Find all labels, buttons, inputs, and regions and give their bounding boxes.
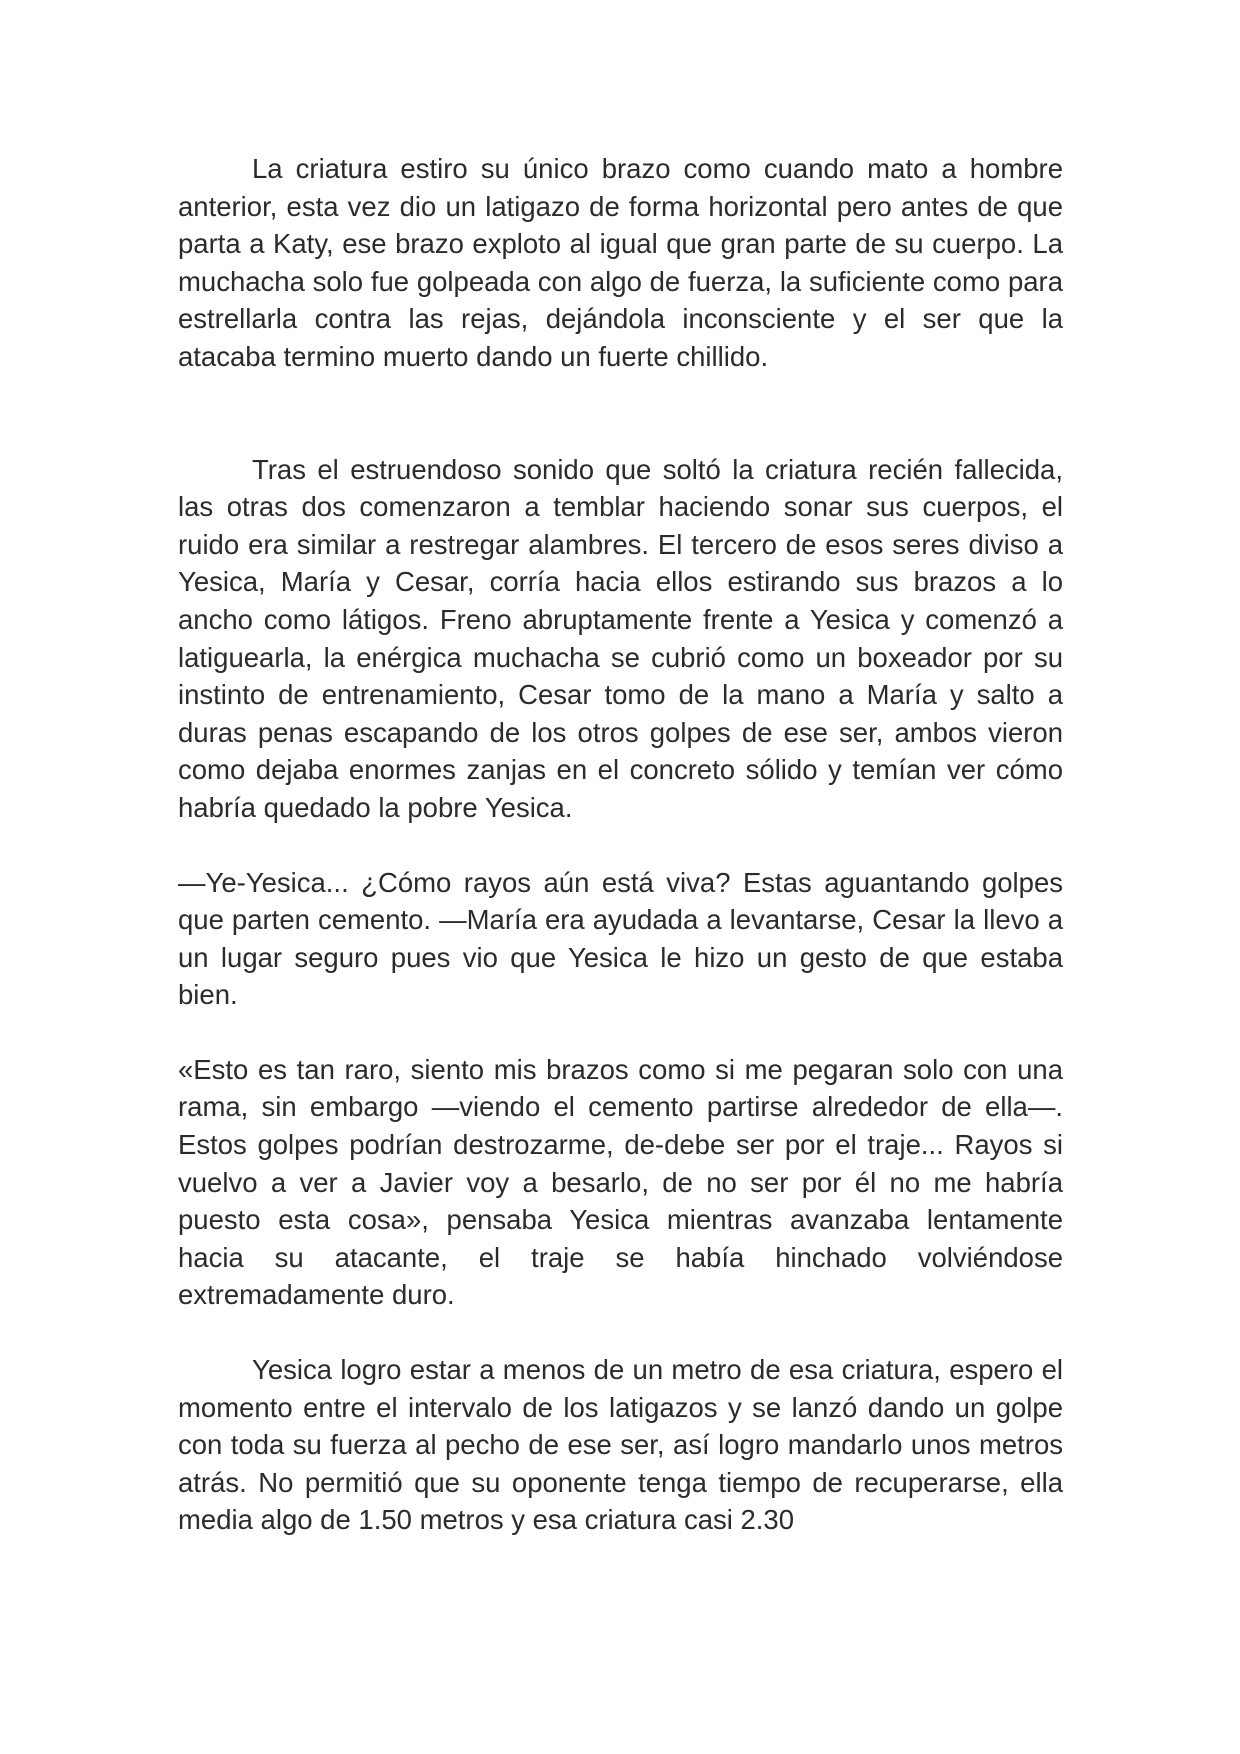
paragraph-3: —Ye-Yesica... ¿Cómo rayos aún está viva? Estas aguantando golpes que parten cemento. —María era ayudada a levantarse, Cesar la llevo a un lugar seguro pues vio que Yesica le hizo un gesto de que estaba bien. <box>178 866 1063 1011</box>
paragraph-4: «Esto es tan raro, siento mis brazos como si me pegaran solo con una rama, sin embargo —viendo el cemento partirse alrededor de ella—. Estos golpes podrían destrozarme, de-debe ser por el traje... Rayos si vuelvo a ver a Javier voy a besarlo, de no ser por él no me habría puesto esta cosa», pensaba Yesica mientras avanzaba lentamente hacia su atacante, el traje se había hinchado volviéndose extremadamente duro. <box>178 1053 1063 1311</box>
page-body <box>178 150 1063 1539</box>
paragraph-5: Yesica logro estar a menos de un metro de esa criatura, espero el momento entre el intervalo de los latigazos y se lanzó dando un golpe con toda su fuerza al pecho de ese ser, así logro mandarlo unos metros atrás. No permitió que su oponente tenga tiempo de recuperarse, ella media algo de 1.50 metros y esa criatura casi 2.30 <box>178 1354 1063 1536</box>
paragraph-2: Tras el estruendoso sonido que soltó la criatura recién fallecida, las otras dos comenzaron a temblar haciendo sonar sus cuerpos, el ruido era similar a restregar alambres. El tercero de esos seres diviso a Yesica, María y Cesar, corría hacia ellos estirando sus brazos a lo ancho como látigos. Freno abruptamente frente a Yesica y comenzó a latiguearla, la enérgica muchacha se cubrió como un boxeador por su instinto de entrenamiento, Cesar tomo de la mano a María y salto a duras penas escapando de los otros golpes de ese ser, ambos vieron como dejaba enormes zanjas en el concreto sólido y temían ver cómo habría quedado la pobre Yesica. <box>178 453 1063 823</box>
paragraph-1: La criatura estiro su único brazo como cuando mato a hombre anterior, esta vez dio un latigazo de forma horizontal pero antes de que parta a Katy, ese brazo exploto al igual que gran parte de su cuerpo. La muchacha solo fue golpeada con algo de fuerza, la suficiente como para estrellarla contra las rejas, dejándola inconsciente y el ser que la atacaba termino muerto dando un fuerte chillido. <box>178 153 1063 372</box>
